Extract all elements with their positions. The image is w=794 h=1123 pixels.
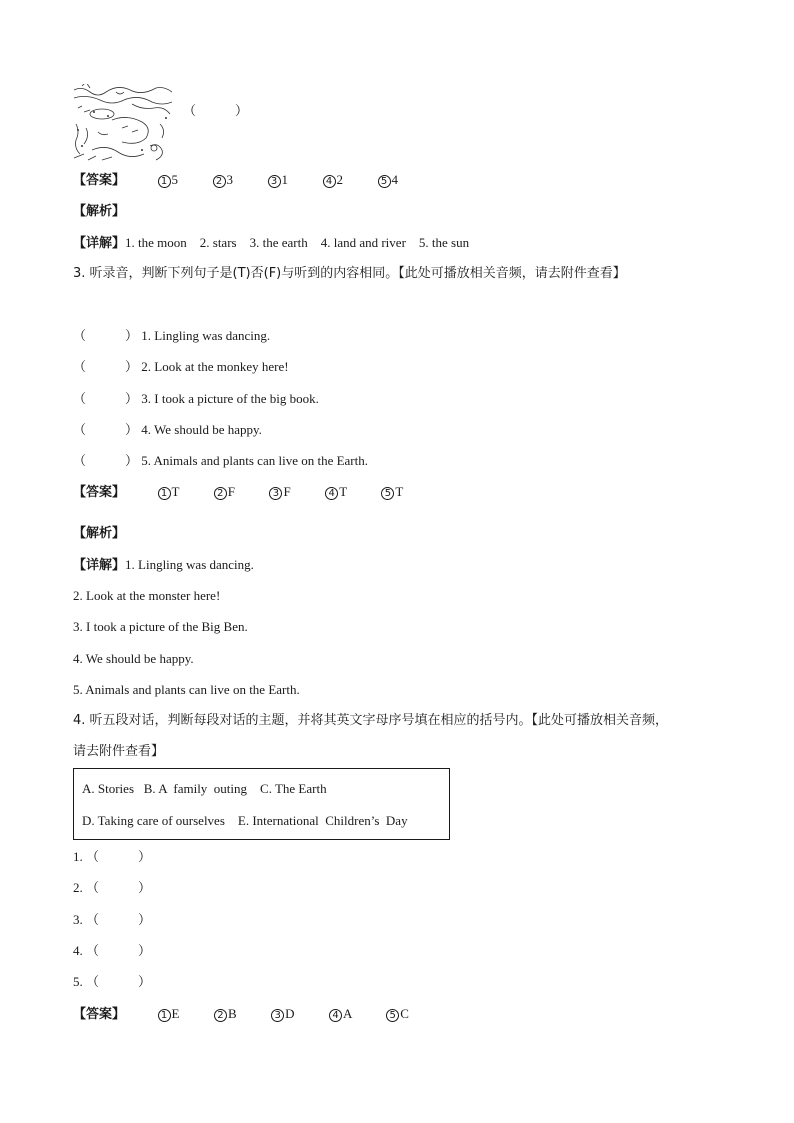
q2-detail-line xyxy=(73,234,469,253)
q4-title-cont: 请去附件查看】 xyxy=(73,744,165,759)
answer-tag: 【答案】 xyxy=(73,1007,126,1022)
q3-item xyxy=(73,358,289,377)
answer-value: D xyxy=(285,1006,295,1021)
q3-item xyxy=(73,327,270,346)
answer-value: E xyxy=(171,1006,180,1021)
circled-number: 1 xyxy=(158,1009,171,1022)
q4-blank: 2. （ ） xyxy=(73,880,152,895)
q3-detail-line: 4. We should be happy. xyxy=(73,651,194,666)
q4-blank: 5. （ ） xyxy=(73,974,152,989)
analysis-tag: 【解析】 xyxy=(73,204,126,219)
q4-title: 4. 听五段对话，判断每段对话的主题，并将其英文字母序号填在相应的括号内。【此处可播放相关音频， xyxy=(73,713,669,728)
answer-value: 3 xyxy=(226,172,234,187)
circled-number: 1 xyxy=(158,487,171,500)
circled-number: 4 xyxy=(325,487,338,500)
q3-item xyxy=(73,390,319,409)
circled-number: 2 xyxy=(214,1009,227,1022)
q3-item-text: 2. Look at the monkey here! xyxy=(141,359,289,374)
answer-value: 1 xyxy=(281,172,289,187)
circled-number: 3 xyxy=(271,1009,284,1022)
circled-number: 3 xyxy=(269,487,282,500)
q3-detail-line: 2. Look at the monster here! xyxy=(73,588,221,603)
detail-text: 1. the moon 2. stars 3. the earth 4. land and river 5. the sun xyxy=(125,235,470,250)
answer-value: T xyxy=(395,484,404,499)
q3-item xyxy=(73,421,262,440)
answer-value: T xyxy=(171,484,180,499)
circled-number: 1 xyxy=(158,175,171,188)
answer-value: C xyxy=(400,1006,409,1021)
answer-tag: 【答案】 xyxy=(73,485,126,500)
options-row: D. Taking care of ourselves E. International Children’s Day xyxy=(82,813,408,828)
q3-item-text: 3. I took a picture of the big book. xyxy=(141,391,319,406)
detail-text: 1. Lingling was dancing. xyxy=(125,557,254,572)
q4-answer-line xyxy=(73,1005,409,1024)
q4-blank: 1. （ ） xyxy=(73,849,152,864)
answer-value: F xyxy=(227,484,235,499)
q3-answer-line xyxy=(73,483,403,502)
detail-tag: 【详解】 xyxy=(73,236,126,251)
analysis-tag: 【解析】 xyxy=(73,526,126,541)
answer-paren: （ ） xyxy=(73,392,139,407)
answer-value: F xyxy=(283,484,291,499)
circled-number: 5 xyxy=(381,487,394,500)
answer-paren: （ ） xyxy=(73,329,139,344)
q3-title: 3. 听录音，判断下列句子是(T)否(F)与听到的内容相同。【此处可播放相关音频，请去附件查看】 xyxy=(73,266,626,281)
answer-value: A xyxy=(343,1006,352,1021)
options-row: A. Stories B. A family outing C. The Earth xyxy=(82,781,327,796)
answer-paren: （ ） xyxy=(73,360,139,375)
answer-value: 5 xyxy=(171,172,179,187)
circled-number: 5 xyxy=(386,1009,399,1022)
circled-number: 5 xyxy=(378,175,391,188)
circled-number: 2 xyxy=(213,175,226,188)
q3-detail-line: 5. Animals and plants can live on the Earth. xyxy=(73,682,300,697)
answer-value: B xyxy=(227,1006,237,1021)
circled-number: 4 xyxy=(323,175,336,188)
answer-paren: （ ） xyxy=(73,454,139,469)
answer-paren: （ ） xyxy=(73,423,139,438)
q3-item-text: 1. Lingling was dancing. xyxy=(141,328,271,343)
landscape-illustration xyxy=(72,84,172,162)
q3-item-text: 5. Animals and plants can live on the Earth. xyxy=(141,453,368,468)
circled-number: 2 xyxy=(214,487,227,500)
circled-number: 3 xyxy=(268,175,281,188)
q4-blank: 4. （ ） xyxy=(73,943,152,958)
q3-item-text: 4. We should be happy. xyxy=(141,422,262,437)
answer-value: T xyxy=(339,484,347,499)
q3-detail-line: 3. I took a picture of the Big Ben. xyxy=(73,619,248,634)
q4-options-box xyxy=(73,768,450,840)
q3-item xyxy=(73,452,368,471)
image-answer-paren: （ ） xyxy=(183,104,249,119)
answer-value: 4 xyxy=(391,172,399,187)
circled-number: 4 xyxy=(329,1009,342,1022)
q3-detail-line xyxy=(73,556,254,575)
answer-tag: 【答案】 xyxy=(73,173,126,188)
answer-value: 2 xyxy=(336,172,344,187)
q4-blank: 3. （ ） xyxy=(73,912,152,927)
q2-answer-line xyxy=(73,171,398,190)
detail-tag: 【详解】 xyxy=(73,558,126,573)
